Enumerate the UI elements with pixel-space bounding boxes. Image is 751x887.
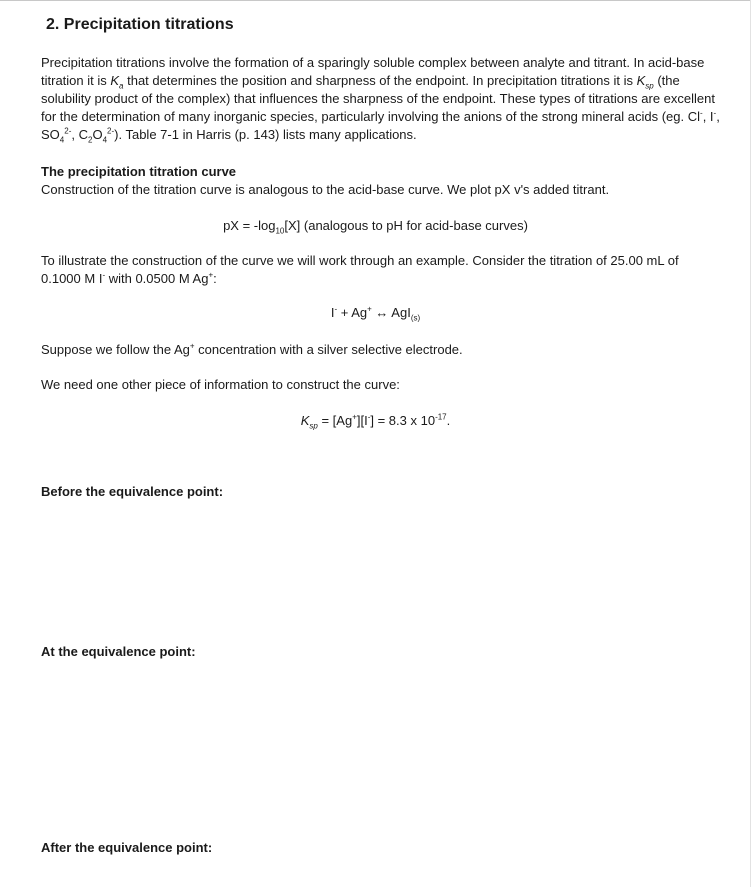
after-equivalence-heading: After the equivalence point: <box>41 840 213 855</box>
intro-paragraph: Precipitation titrations involve the formation of a sparingly soluble complex between analyte and titrant. In acid-base titration it is $K_a$ that determines the position and sharpness of the endpoint. In precipitation titrations it is $K_{sp}$ (the solubility product of the complex) that influences the sharpness of the endpoint. These types of titrations are excellent for the determination of many inorganic species, particularly involving the anions of the strong mineral acids (eg. Cl-, I-, $SO_4^{2-}$, $C_2O_4^{2-}$). Table 7-1 in Harris (p. 143) lists many applications. <box>41 55 720 145</box>
before-equivalence-heading: Before the equivalence point: <box>41 484 224 499</box>
at-equivalence-heading: At the equivalence point: <box>41 644 196 659</box>
reaction-equation: I- + Ag+ ↔ AgI$_{(s)}$ <box>330 304 421 323</box>
example-paragraph: To illustrate the construction of the curve we will work through an example. Consider the titration of 25.00 mL of 0.1000 M I- with 0.0500 M Ag+: <box>41 253 679 286</box>
ksp-equation: $K_{sp} = [Ag^+][I^-] = 8.3$ x $10^{-17}$. <box>300 412 451 431</box>
curve-section <box>41 163 721 199</box>
section-title: 2. Precipitation titrations <box>46 16 234 33</box>
px-equation: pX = $-\log_{10}[X]$ (analogous to pH for acid-base curves) <box>223 218 528 236</box>
curve-heading: The precipitation titration curve <box>41 164 237 179</box>
top-border <box>0 0 751 1</box>
curve-text: Construction of the titration curve is analogous to the acid-base curve. We plot pX v's added titrant. <box>41 182 610 197</box>
electrode-sentence: Suppose we follow the Ag+ concentration with a silver selective electrode. <box>41 341 463 357</box>
info-sentence: We need one other piece of information to construct the curve: <box>41 377 400 392</box>
